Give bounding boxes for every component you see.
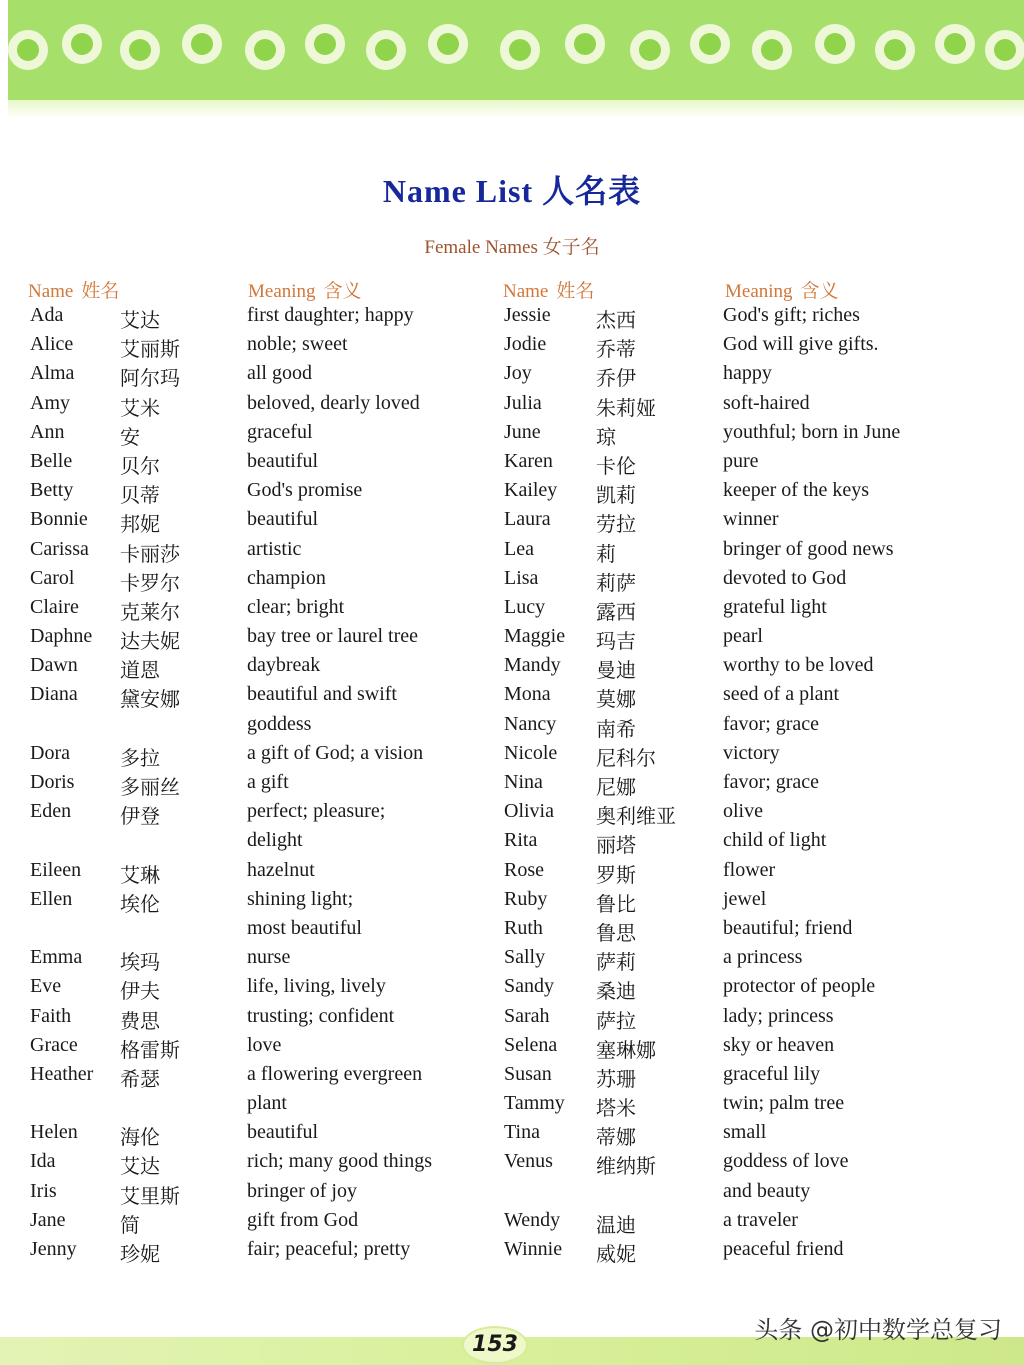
- name-row: [30, 1092, 490, 1121]
- name-row: [30, 1180, 490, 1209]
- name-row: [30, 1150, 490, 1179]
- english-name: Amy: [30, 391, 70, 414]
- ring-ornament: [428, 24, 468, 64]
- english-name: Eileen: [30, 858, 82, 881]
- name-row: [30, 392, 490, 421]
- english-name: Olivia: [504, 800, 554, 823]
- name-row: [504, 567, 1004, 596]
- name-meaning: love: [247, 1033, 282, 1056]
- watermark: 头条 @初中数学总复习: [754, 1316, 1002, 1344]
- name-meaning: trusting; confident: [247, 1004, 395, 1027]
- chinese-name: 黛安娜: [120, 689, 180, 712]
- name-meaning: bringer of joy: [247, 1179, 357, 1202]
- name-row: [504, 654, 1004, 683]
- english-name: Carissa: [30, 537, 89, 560]
- name-row: [30, 713, 490, 742]
- name-row: [504, 596, 1004, 625]
- name-row: [30, 946, 490, 975]
- chinese-name: 多丽丝: [120, 777, 180, 799]
- english-name: Jodie: [504, 333, 547, 356]
- english-name: Nicole: [504, 741, 558, 764]
- english-name: Ruth: [504, 916, 543, 939]
- english-name: Julia: [504, 391, 542, 414]
- chinese-name: 桑迪: [596, 981, 636, 1004]
- ring-ornament: [752, 30, 792, 70]
- english-name: Rita: [504, 829, 538, 852]
- name-row: [30, 683, 490, 712]
- name-meaning: a princess: [723, 946, 803, 969]
- name-row: [30, 450, 490, 479]
- name-row: [504, 742, 1004, 771]
- name-row: [30, 829, 490, 858]
- name-row: [30, 479, 490, 508]
- chinese-name: 莉萨: [596, 572, 636, 595]
- name-meaning: bringer of good news: [723, 537, 894, 560]
- name-row: [30, 1209, 490, 1238]
- english-name: Tina: [504, 1121, 540, 1144]
- english-name: Lea: [504, 537, 534, 560]
- chinese-name: 鲁思: [596, 922, 636, 945]
- english-name: Grace: [30, 1033, 78, 1056]
- english-name: Sally: [504, 946, 546, 969]
- english-name: Doris: [30, 771, 75, 793]
- chinese-name: 温迪: [596, 1214, 636, 1237]
- english-name: Lisa: [504, 566, 539, 589]
- page-title: Name List 人名表: [382, 173, 642, 209]
- chinese-name: 艾达: [120, 310, 160, 332]
- chinese-name: 安: [120, 426, 140, 449]
- chinese-name: 丽塔: [596, 835, 636, 858]
- english-name: Susan: [504, 1062, 552, 1085]
- name-row: [30, 1238, 490, 1267]
- name-row: [504, 859, 1004, 888]
- english-name: Winnie: [504, 1238, 563, 1260]
- name-meaning: devoted to God: [723, 566, 847, 589]
- english-name: Emma: [30, 946, 83, 969]
- english-name: Carol: [30, 566, 75, 589]
- english-name: Jenny: [30, 1238, 77, 1260]
- chinese-name: 费思: [120, 1010, 160, 1033]
- name-meaning: a gift: [247, 771, 289, 793]
- name-row: [504, 771, 1004, 800]
- name-header-label: Name: [28, 281, 74, 302]
- english-name: Dora: [30, 741, 70, 764]
- name-meaning: victory: [723, 741, 780, 764]
- english-name: Faith: [30, 1004, 72, 1027]
- name-row: [30, 742, 490, 771]
- name-meaning: protector of people: [723, 975, 876, 998]
- english-name: Joy: [504, 362, 532, 385]
- chinese-name: 艾达: [120, 1156, 160, 1179]
- english-name: Karen: [504, 449, 553, 472]
- name-row: [504, 304, 1004, 333]
- chinese-name: 艾米: [120, 397, 160, 420]
- name-row: [504, 800, 1004, 829]
- ring-ornament: [500, 30, 540, 70]
- english-name: Lucy: [504, 595, 546, 618]
- name-row: [30, 625, 490, 654]
- name-row: [504, 683, 1004, 712]
- meaning-header-label-cn: 含义: [323, 281, 362, 302]
- name-row: [504, 946, 1004, 975]
- name-row: [504, 1063, 1004, 1092]
- name-meaning: favor; grace: [723, 771, 820, 793]
- name-meaning: life, living, lively: [247, 975, 386, 998]
- english-name: Jessie: [504, 304, 551, 326]
- name-row: [504, 450, 1004, 479]
- name-meaning: pearl: [723, 625, 763, 648]
- right-name-table: [504, 304, 1004, 1267]
- english-name: Sandy: [504, 975, 554, 998]
- name-row: [504, 421, 1004, 450]
- chinese-name: 乔伊: [596, 368, 636, 391]
- name-meaning: most beautiful: [247, 916, 362, 939]
- name-row: [30, 1034, 490, 1063]
- chinese-name: 塞琳娜: [596, 1039, 656, 1062]
- name-meaning: pure: [723, 449, 759, 472]
- name-row: [30, 917, 490, 946]
- chinese-name: 苏珊: [596, 1068, 636, 1091]
- name-meaning: beloved, dearly loved: [247, 391, 420, 414]
- chinese-name: 克莱尔: [120, 601, 180, 624]
- name-row: [30, 362, 490, 391]
- english-name: Maggie: [504, 625, 566, 648]
- left-name-table: [30, 304, 490, 1267]
- ring-ornament: [875, 30, 915, 70]
- english-name: Nancy: [504, 712, 557, 735]
- english-name: Ida: [30, 1150, 56, 1173]
- chinese-name: 杰西: [596, 310, 636, 332]
- right-name-header: [503, 276, 594, 303]
- chinese-name: 贝尔: [120, 455, 160, 478]
- name-row: [504, 917, 1004, 946]
- name-row: [30, 975, 490, 1004]
- english-name: Sarah: [504, 1004, 550, 1027]
- name-row: [504, 1092, 1004, 1121]
- chinese-name: 威妮: [596, 1244, 636, 1266]
- ring-ornament: [8, 30, 48, 70]
- name-row: [30, 304, 490, 333]
- name-meaning: daybreak: [247, 654, 321, 677]
- name-row: [504, 508, 1004, 537]
- name-row: [504, 538, 1004, 567]
- name-meaning: grateful light: [723, 595, 827, 618]
- english-name: Ruby: [504, 887, 548, 910]
- name-row: [30, 538, 490, 567]
- chinese-name: 格雷斯: [120, 1039, 180, 1062]
- name-row: [30, 771, 490, 800]
- chinese-name: 艾丽斯: [120, 339, 180, 362]
- ring-ornament: [985, 30, 1024, 70]
- english-name: Alice: [30, 333, 74, 356]
- ring-ornament: [245, 30, 285, 70]
- english-name: Rose: [504, 858, 544, 881]
- ring-ornament: [565, 24, 605, 64]
- name-row: [504, 1180, 1004, 1209]
- english-name: Betty: [30, 479, 74, 502]
- chinese-name: 希瑟: [120, 1068, 160, 1091]
- chinese-name: 艾里斯: [120, 1185, 180, 1208]
- name-row: [30, 333, 490, 362]
- meaning-header-label: Meaning: [725, 281, 793, 302]
- chinese-name: 莉: [596, 543, 616, 566]
- english-name: Bonnie: [30, 508, 88, 531]
- english-name: Claire: [30, 595, 79, 618]
- name-meaning: beautiful: [247, 508, 319, 531]
- name-row: [504, 829, 1004, 858]
- name-meaning: sky or heaven: [723, 1033, 835, 1056]
- chinese-name: 曼迪: [596, 660, 636, 683]
- chinese-name: 邦妮: [120, 514, 160, 537]
- name-meaning: God's promise: [247, 479, 363, 502]
- chinese-name: 维纳斯: [596, 1156, 656, 1179]
- name-row: [30, 1005, 490, 1034]
- name-meaning: a gift of God; a vision: [247, 741, 424, 764]
- name-meaning: small: [723, 1121, 767, 1144]
- english-name: Eve: [30, 975, 62, 998]
- english-name: Wendy: [504, 1208, 561, 1231]
- chinese-name: 多拉: [120, 747, 160, 770]
- chinese-name: 塔米: [596, 1098, 636, 1121]
- chinese-name: 卡丽莎: [120, 543, 180, 566]
- ring-ornament: [630, 30, 670, 70]
- english-name: Tammy: [504, 1092, 565, 1115]
- name-meaning: nurse: [247, 946, 291, 969]
- english-name: Daphne: [30, 625, 93, 648]
- name-meaning: a traveler: [723, 1208, 798, 1231]
- name-row: [504, 479, 1004, 508]
- english-name: Diana: [30, 683, 78, 706]
- ring-ornament: [690, 24, 730, 64]
- name-meaning: clear; bright: [247, 595, 345, 618]
- name-meaning: gift from God: [247, 1208, 359, 1231]
- name-meaning: beautiful: [247, 449, 319, 472]
- chinese-name: 尼科尔: [596, 747, 656, 770]
- name-meaning: all good: [247, 362, 312, 385]
- chinese-name: 艾琳: [120, 864, 160, 887]
- ring-ornament: [305, 24, 345, 64]
- english-name: Laura: [504, 508, 551, 531]
- name-meaning: goddess of love: [723, 1150, 849, 1173]
- english-name: Jane: [30, 1208, 66, 1231]
- name-row: [504, 1121, 1004, 1150]
- english-name: Mandy: [504, 654, 561, 677]
- english-name: Helen: [30, 1121, 78, 1144]
- chinese-name: 鲁比: [596, 893, 636, 916]
- chinese-name: 琼: [596, 426, 616, 449]
- name-meaning: peaceful friend: [723, 1238, 844, 1260]
- name-row: [504, 625, 1004, 654]
- name-meaning: a flowering evergreen: [247, 1062, 423, 1085]
- english-name: Venus: [504, 1150, 553, 1173]
- name-meaning: God will give gifts.: [723, 333, 879, 356]
- english-name: Iris: [30, 1179, 57, 1202]
- name-row: [30, 1063, 490, 1092]
- name-row: [30, 596, 490, 625]
- name-meaning: plant: [247, 1092, 287, 1115]
- ring-ornament: [182, 24, 222, 64]
- meaning-header-label-cn: 含义: [800, 281, 839, 302]
- name-meaning: beautiful; friend: [723, 916, 853, 939]
- name-meaning: graceful: [247, 420, 313, 443]
- name-row: [504, 888, 1004, 917]
- chinese-name: 罗斯: [596, 864, 636, 887]
- chinese-name: 萨莉: [596, 952, 636, 975]
- english-name: Ann: [30, 420, 65, 443]
- chinese-name: 埃伦: [120, 893, 160, 916]
- english-name: Nina: [504, 771, 543, 793]
- name-meaning: beautiful and swift: [247, 683, 397, 706]
- name-meaning: fair; peaceful; pretty: [247, 1238, 411, 1260]
- chinese-name: 海伦: [120, 1127, 160, 1150]
- english-name: Selena: [504, 1033, 558, 1056]
- chinese-name: 卡罗尔: [120, 572, 180, 595]
- ring-ornament: [935, 24, 975, 64]
- name-meaning: beautiful: [247, 1121, 319, 1144]
- chinese-name: 尼娜: [596, 777, 636, 799]
- name-meaning: happy: [723, 362, 772, 385]
- left-meaning-header: [248, 276, 362, 303]
- name-meaning: flower: [723, 858, 776, 881]
- chinese-name: 道恩: [120, 660, 160, 683]
- chinese-name: 阿尔玛: [120, 368, 180, 391]
- chinese-name: 凯莉: [596, 485, 636, 508]
- chinese-name: 简: [120, 1214, 140, 1237]
- name-meaning: first daughter; happy: [247, 304, 414, 326]
- name-meaning: lady; princess: [723, 1004, 834, 1027]
- chinese-name: 贝蒂: [120, 485, 160, 508]
- name-row: [504, 1150, 1004, 1179]
- english-name: Mona: [504, 683, 551, 706]
- name-row: [30, 654, 490, 683]
- name-meaning: delight: [247, 829, 303, 852]
- name-meaning: child of light: [723, 829, 827, 852]
- right-meaning-header: [725, 276, 839, 303]
- chinese-name: 伊登: [120, 806, 160, 829]
- meaning-header-label: Meaning: [248, 281, 316, 302]
- name-meaning: jewel: [723, 887, 767, 910]
- chinese-name: 朱莉娅: [596, 397, 656, 420]
- name-meaning: winner: [723, 508, 779, 531]
- name-row: [30, 800, 490, 829]
- name-row: [30, 508, 490, 537]
- name-row: [30, 888, 490, 917]
- english-name: Eden: [30, 800, 72, 823]
- chinese-name: 达夫妮: [120, 631, 180, 654]
- chinese-name: 卡伦: [596, 455, 636, 478]
- ring-ornament: [120, 30, 160, 70]
- name-meaning: rich; many good things: [247, 1150, 432, 1173]
- english-name: Ellen: [30, 887, 73, 910]
- english-name: Belle: [30, 449, 73, 472]
- name-meaning: noble; sweet: [247, 333, 348, 356]
- name-row: [504, 1005, 1004, 1034]
- name-meaning: champion: [247, 566, 326, 589]
- name-row: [504, 713, 1004, 742]
- name-meaning: perfect; pleasure;: [247, 800, 386, 823]
- ring-ornament: [366, 30, 406, 70]
- english-name: Ada: [30, 304, 64, 326]
- english-name: Heather: [30, 1062, 94, 1085]
- chinese-name: 玛吉: [596, 631, 636, 654]
- name-row: [504, 1238, 1004, 1267]
- name-meaning: hazelnut: [247, 858, 315, 881]
- chinese-name: 珍妮: [120, 1244, 160, 1266]
- english-name: Alma: [30, 362, 75, 385]
- name-meaning: twin; palm tree: [723, 1092, 845, 1115]
- name-row: [504, 333, 1004, 362]
- name-row: [30, 1121, 490, 1150]
- name-meaning: goddess: [247, 712, 312, 735]
- chinese-name: 奥利维亚: [596, 806, 676, 829]
- name-row: [30, 859, 490, 888]
- page-number: 153: [462, 1326, 528, 1364]
- name-header-label-cn: 姓名: [81, 281, 120, 302]
- name-meaning: graceful lily: [723, 1062, 821, 1085]
- name-meaning: keeper of the keys: [723, 479, 870, 502]
- name-meaning: favor; grace: [723, 712, 820, 735]
- name-row: [504, 362, 1004, 391]
- name-meaning: olive: [723, 800, 763, 823]
- name-meaning: youthful; born in June: [723, 420, 901, 443]
- top-band-fade: [8, 100, 1024, 118]
- name-meaning: bay tree or laurel tree: [247, 625, 419, 648]
- english-name: Kailey: [504, 479, 558, 502]
- ring-ornament: [815, 24, 855, 64]
- name-meaning: artistic: [247, 537, 302, 560]
- name-row: [504, 392, 1004, 421]
- name-row: [504, 975, 1004, 1004]
- name-meaning: God's gift; riches: [723, 304, 860, 326]
- name-meaning: shining light;: [247, 887, 354, 910]
- chinese-name: 萨拉: [596, 1010, 636, 1033]
- chinese-name: 莫娜: [596, 689, 636, 712]
- chinese-name: 蒂娜: [596, 1127, 636, 1150]
- name-header-label: Name: [503, 281, 549, 302]
- name-row: [504, 1209, 1004, 1238]
- english-name: June: [504, 420, 541, 443]
- chinese-name: 露西: [596, 601, 636, 624]
- left-name-header: [28, 276, 119, 303]
- chinese-name: 伊夫: [120, 981, 160, 1004]
- name-row: [504, 1034, 1004, 1063]
- name-meaning: soft-haired: [723, 391, 810, 414]
- name-row: [30, 421, 490, 450]
- chinese-name: 南希: [596, 718, 636, 741]
- name-header-label-cn: 姓名: [556, 281, 595, 302]
- section-subtitle: Female Names 女子名: [424, 237, 600, 258]
- chinese-name: 埃玛: [120, 952, 160, 975]
- ring-ornament: [62, 24, 102, 64]
- english-name: Dawn: [30, 654, 78, 677]
- name-meaning: worthy to be loved: [723, 654, 874, 677]
- name-row: [30, 567, 490, 596]
- name-meaning: and beauty: [723, 1179, 811, 1202]
- chinese-name: 乔蒂: [596, 339, 636, 362]
- chinese-name: 劳拉: [596, 514, 636, 537]
- name-meaning: seed of a plant: [723, 683, 840, 706]
